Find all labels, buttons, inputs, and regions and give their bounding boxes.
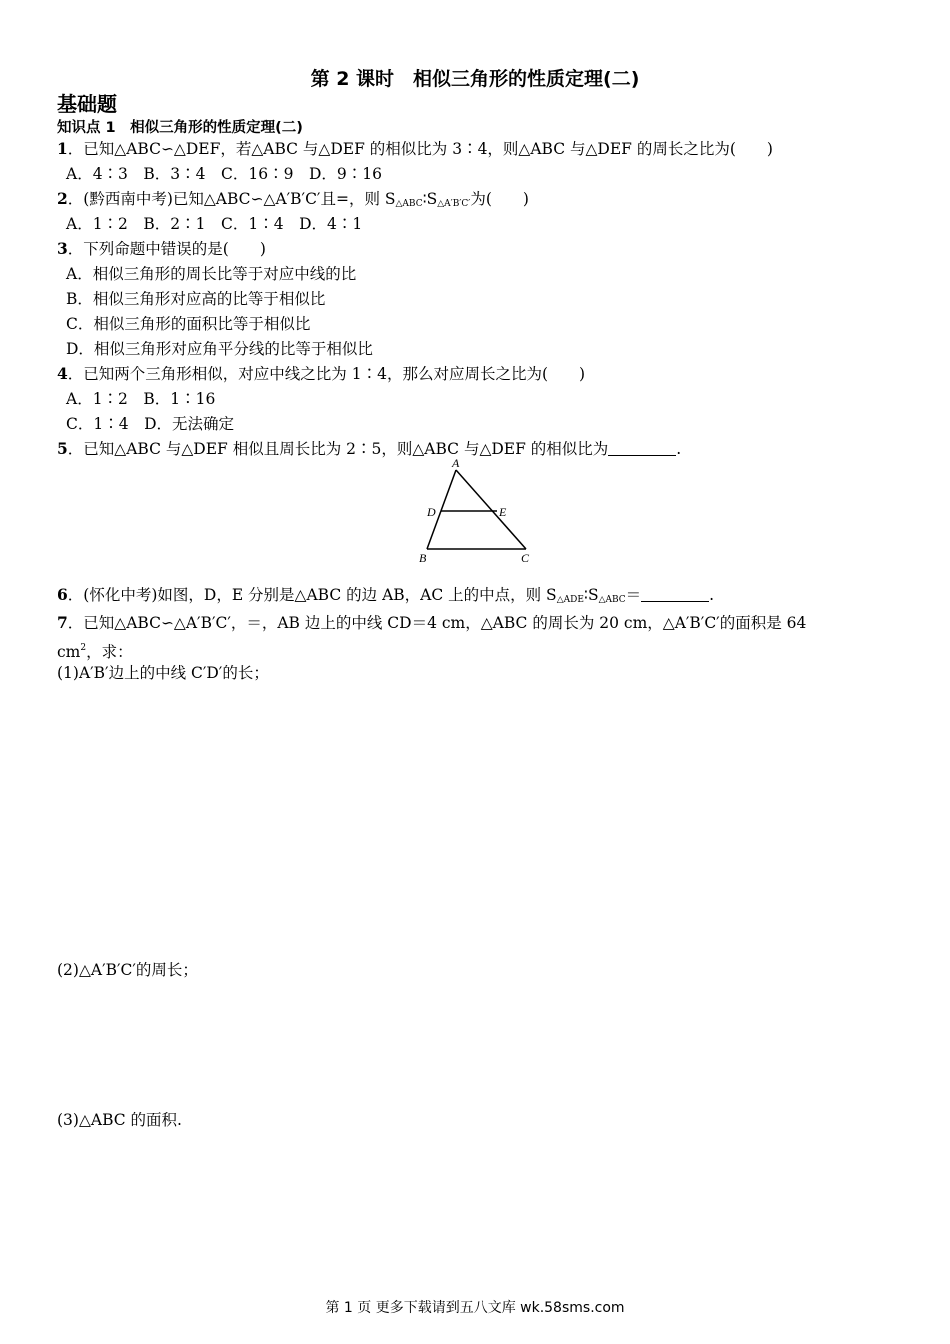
- question-text: 为( ): [470, 190, 529, 208]
- question-7-part-2: (2)△A′B′C′的周长；: [57, 961, 198, 979]
- question-1: [57, 139, 773, 159]
- question-text: ∶S: [583, 586, 599, 604]
- question-text: ＝: [625, 586, 642, 604]
- question-3-option-c: C．相似三角形的面积比等于相似比: [66, 315, 311, 333]
- question-7-part-1: (1)A′B′边上的中线 C′D′的长；: [57, 664, 269, 682]
- answer-blank[interactable]: [641, 587, 709, 602]
- question-text: ．(怀化中考)如图，D，E 分别是△ABC 的边 AB，AC 上的中点，则 S: [67, 586, 557, 604]
- question-3-option-d: D．相似三角形对应角平分线的比等于相似比: [66, 340, 373, 358]
- subscript: △ABC: [598, 595, 626, 605]
- page-footer: 第 1 页 更多下载请到五八文库 wk.58sms.com: [325, 1300, 625, 1316]
- question-text: .: [709, 586, 715, 604]
- question-text: .: [676, 440, 682, 458]
- question-number: 5: [57, 439, 68, 458]
- question-1-options: A．4∶3 B．3∶4 C．16∶9 D．9∶16: [66, 165, 382, 183]
- question-2-options: A．1∶2 B．2∶1 C．1∶4 D．4∶1: [66, 215, 363, 233]
- knowledge-point-heading: 知识点 1 相似三角形的性质定理(二): [57, 120, 303, 136]
- question-text: ．已知△ABC∽△A′B′C′，＝，AB 边上的中线 CD＝4 cm，△ABC 的周长为 20 cm，△A′B′C′的面积是 64: [67, 614, 807, 632]
- question-4-options-row2: C．1∶4 D．无法确定: [66, 415, 235, 433]
- question-5: [57, 439, 681, 459]
- question-number: 4: [57, 364, 68, 383]
- question-2: [57, 189, 529, 214]
- question-text: ．已知两个三角形相似，对应中线之比为 1∶4，那么对应周长之比为( ): [67, 365, 586, 383]
- label-e: E: [499, 505, 507, 519]
- question-4: [57, 364, 585, 384]
- question-4-options-row1: A．1∶2 B．1∶16: [66, 390, 216, 408]
- question-7: [57, 613, 806, 633]
- question-number: 7: [57, 613, 68, 632]
- label-c: C: [521, 551, 530, 565]
- question-3-option-b: B．相似三角形对应高的比等于相似比: [66, 290, 326, 308]
- label-a: A: [452, 456, 460, 470]
- subscript: △ADE: [556, 595, 584, 605]
- side-ac: [456, 470, 526, 549]
- question-text: ，求：: [86, 643, 133, 661]
- question-3-option-a: A．相似三角形的周长比等于对应中线的比: [66, 265, 357, 283]
- question-6: [57, 585, 714, 610]
- triangle-figure: [415, 456, 540, 566]
- answer-blank[interactable]: [608, 441, 676, 456]
- subscript: △ABC: [395, 199, 423, 209]
- section-heading: 基础题: [57, 92, 117, 116]
- question-3: [57, 239, 266, 259]
- superscript: 2: [80, 643, 87, 653]
- question-text: ．已知△ABC 与△DEF 相似且周长比为 2∶5，则△ABC 与△DEF 的相似比为: [67, 440, 609, 458]
- subscript: △A′B′C′: [437, 199, 471, 209]
- question-number: 1: [57, 139, 68, 158]
- question-text: ∶S: [422, 190, 438, 208]
- question-text: ．下列命题中错误的是( ): [67, 240, 266, 258]
- question-7-part-3: (3)△ABC 的面积.: [57, 1111, 182, 1129]
- question-number: 3: [57, 239, 68, 258]
- question-text: ．(黔西南中考)已知△ABC∽△A′B′C′且=，则 S: [67, 190, 396, 208]
- question-number: 2: [57, 189, 68, 208]
- label-b: B: [419, 551, 427, 565]
- question-number: 6: [57, 585, 68, 604]
- question-7-continued: [57, 638, 133, 662]
- page-title: 第 2 课时 相似三角形的性质定理(二): [310, 68, 640, 90]
- question-text: ．已知△ABC∽△DEF，若△ABC 与△DEF 的相似比为 3∶4，则△ABC 与△DEF 的周长之比为( ): [67, 140, 773, 158]
- label-d: D: [427, 505, 436, 519]
- question-text: cm: [57, 643, 81, 661]
